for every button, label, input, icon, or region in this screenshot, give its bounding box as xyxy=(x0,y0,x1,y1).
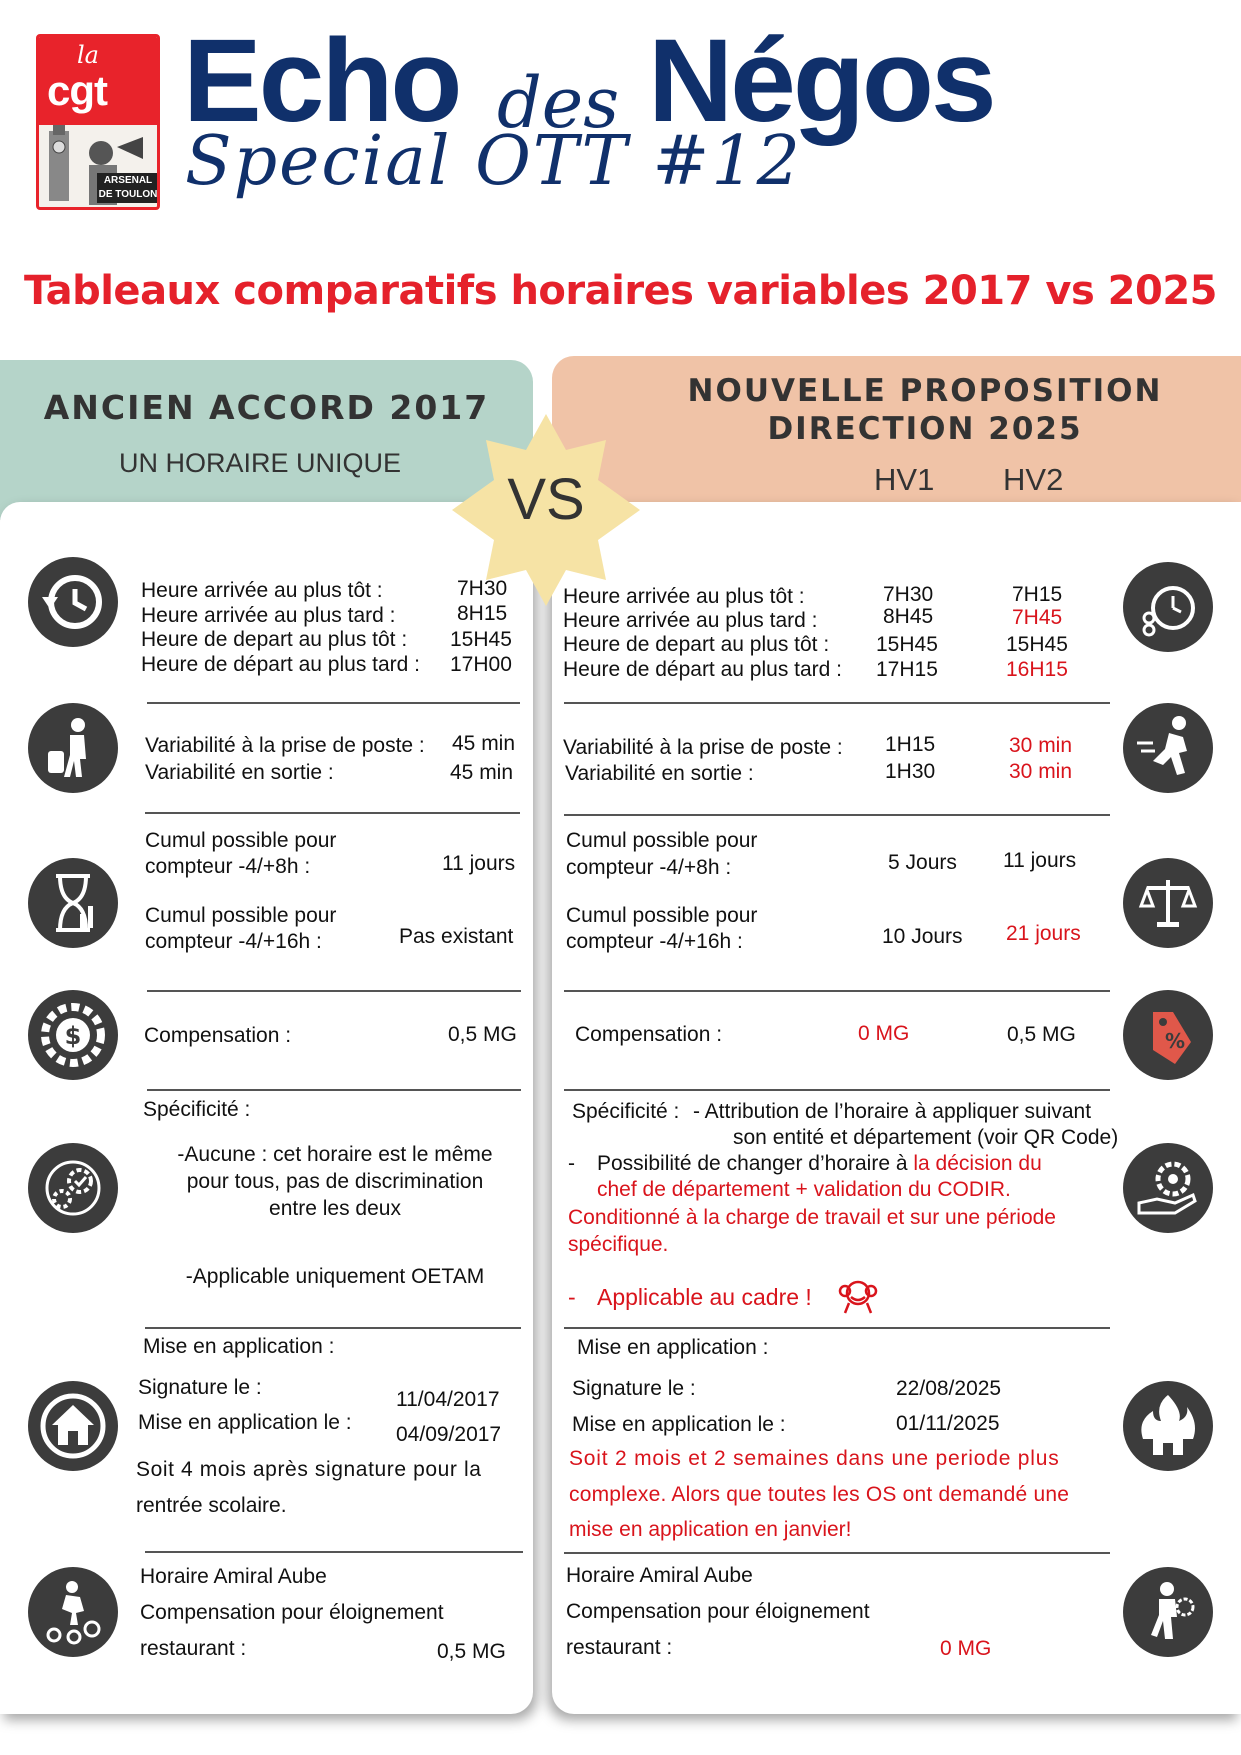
left-hour-label-4: Heure de départ au plus tard : xyxy=(141,653,421,676)
right-specificity-line2: son entité et département (voir QR Code) xyxy=(733,1126,1119,1149)
hv1-header: HV1 xyxy=(874,462,935,497)
left-divider-2 xyxy=(145,812,520,814)
right-hour-label-2: Heure arrivée au plus tard : xyxy=(563,609,818,632)
masthead-negos: Négos xyxy=(648,15,994,147)
left-application-label: Mise en application : xyxy=(143,1335,335,1358)
right-cumul-label-2b: compteur -4/+16h : xyxy=(566,930,743,953)
right-var-hv1-1: 1H15 xyxy=(885,733,936,756)
left-cumul-value-1: 11 jours xyxy=(442,852,516,875)
right-start-date: 01/11/2025 xyxy=(896,1412,1000,1435)
cgt-logo xyxy=(36,34,160,210)
right-application-note-3: mise en application en janvier! xyxy=(569,1518,852,1541)
right-hour-hv2-2: 7H45 xyxy=(1012,606,1063,629)
dollar-gear-icon xyxy=(28,990,118,1080)
left-hour-value-2: 8H15 xyxy=(457,602,508,625)
right-specificity-line6: spécifique. xyxy=(568,1233,669,1256)
right-start-label: Mise en application le : xyxy=(572,1413,786,1436)
logo-toulon: DE TOULON xyxy=(97,187,159,203)
right-compensation-hv2: 0,5 MG xyxy=(1007,1023,1076,1046)
right-divider-2 xyxy=(564,814,1110,816)
right-specificity-line5: Conditionné à la charge de travail et sur une période xyxy=(568,1206,1056,1229)
left-start-label: Mise en application le : xyxy=(138,1411,352,1434)
left-hour-label-3: Heure de depart au plus tôt : xyxy=(141,628,408,651)
right-title xyxy=(600,372,1241,448)
left-cumul-label-2a: Cumul possible pour xyxy=(145,904,337,927)
right-amiral-line1: Horaire Amiral Aube xyxy=(566,1564,753,1587)
right-var-label-1: Variabilité à la prise de poste : xyxy=(563,736,843,759)
right-application-label: Mise en application : xyxy=(577,1336,769,1359)
left-hour-value-3: 15H45 xyxy=(450,628,512,651)
right-cumul-hv2-2: 21 jours xyxy=(1006,922,1081,945)
right-amiral-line3: restaurant : xyxy=(566,1636,673,1659)
right-divider-6 xyxy=(564,1552,1110,1554)
right-var-hv2-2: 30 min xyxy=(1009,760,1073,783)
left-amiral-line3: restaurant : xyxy=(140,1637,247,1660)
logo-arsenal: ARSENAL xyxy=(97,173,159,189)
right-signature-label: Signature le : xyxy=(572,1377,696,1400)
percent-tag-icon xyxy=(1123,990,1213,1080)
left-signature-date: 11/04/2017 xyxy=(396,1388,500,1411)
left-title: ANCIEN ACCORD 2017 xyxy=(43,388,490,427)
right-cumul-label-1a: Cumul possible pour xyxy=(566,829,758,852)
right-specificity-line3b: la décision du xyxy=(913,1152,1042,1175)
left-var-label-2: Variabilité en sortie : xyxy=(145,761,334,784)
left-cumul-label-1a: Cumul possible pour xyxy=(145,829,337,852)
left-hour-value-4: 17H00 xyxy=(450,653,512,676)
left-specificity-line3: entre les deux xyxy=(269,1197,401,1220)
right-signature-date: 22/08/2025 xyxy=(896,1377,1002,1400)
masthead-des: des xyxy=(497,62,620,144)
left-var-value-1: 45 min xyxy=(452,732,516,755)
history-clock-icon xyxy=(28,557,118,647)
monkey-emoji-icon xyxy=(837,1277,879,1315)
right-amiral-value: 0 MG xyxy=(940,1637,992,1660)
left-divider-6 xyxy=(145,1551,523,1553)
left-hour-value-1: 7H30 xyxy=(457,577,508,600)
left-hour-label-2: Heure arrivée au plus tard : xyxy=(141,604,396,627)
right-var-label-2: Variabilité en sortie : xyxy=(565,762,754,785)
left-cumul-value-2: Pas existant xyxy=(399,925,514,948)
svg-text:%: % xyxy=(1164,1029,1186,1053)
left-amiral-value: 0,5 MG xyxy=(437,1640,506,1663)
right-compensation-hv1: 0 MG xyxy=(858,1022,910,1045)
left-start-date: 04/09/2017 xyxy=(396,1423,502,1446)
left-divider-4 xyxy=(147,1089,521,1091)
right-hour-hv1-3: 15H45 xyxy=(876,633,938,656)
right-specificity-line3 xyxy=(597,1152,1042,1176)
right-compensation-label: Compensation : xyxy=(575,1023,723,1046)
left-amiral-line1: Horaire Amiral Aube xyxy=(140,1565,327,1588)
left-specificity-text xyxy=(130,1141,540,1222)
right-hour-hv2-3: 15H45 xyxy=(1006,633,1068,656)
masthead-special: Special OTT #12 xyxy=(185,122,802,201)
left-amiral-line2: Compensation pour éloignement xyxy=(140,1601,444,1624)
right-cumul-label-1b: compteur -4/+8h : xyxy=(566,856,732,879)
right-divider-1 xyxy=(564,702,1110,704)
left-subtitle: UN HORAIRE UNIQUE xyxy=(118,448,402,478)
left-hour-label-1: Heure arrivée au plus tôt : xyxy=(141,579,383,602)
right-hour-hv1-1: 7H30 xyxy=(883,583,934,606)
hand-gear-icon xyxy=(1123,1143,1213,1233)
left-var-label-1: Variabilité à la prise de poste : xyxy=(145,734,425,757)
balance-scale-icon xyxy=(1123,858,1213,948)
right-hour-label-1: Heure arrivée au plus tôt : xyxy=(563,585,805,608)
right-specificity-label: Spécificité : xyxy=(572,1100,680,1123)
left-specificity-oetam: -Applicable uniquement OETAM xyxy=(185,1265,485,1288)
left-cumul-label-1b: compteur -4/+8h : xyxy=(145,855,311,878)
right-hour-label-4: Heure de départ au plus tard : xyxy=(563,658,843,681)
logo-la: la xyxy=(77,41,99,69)
right-specificity-line4: chef de département + validation du CODIR. xyxy=(597,1178,1011,1201)
person-gear-icon xyxy=(1123,1567,1213,1657)
right-divider-5 xyxy=(564,1327,1110,1329)
left-cumul-label-2b: compteur -4/+16h : xyxy=(145,930,322,953)
masthead-echo: Echo xyxy=(183,15,460,147)
left-compensation-label: Compensation : xyxy=(144,1024,292,1047)
runner-gears-icon xyxy=(28,1567,118,1657)
hourglass-chart-icon xyxy=(28,858,118,948)
gears-check-icon xyxy=(28,1143,118,1233)
right-amiral-line2: Compensation pour éloignement xyxy=(566,1600,870,1623)
traveler-icon xyxy=(28,703,118,793)
right-hour-hv2-1: 7H15 xyxy=(1012,583,1063,606)
page-headline: Tableaux comparatifs horaires variables 2017 vs 2025 xyxy=(23,268,1218,314)
left-specificity-label: Spécificité : xyxy=(143,1098,251,1121)
left-var-value-2: 45 min xyxy=(450,761,514,784)
left-specificity-line1: -Aucune : cet horaire est le même xyxy=(177,1143,493,1166)
right-cumul-hv1-1: 5 Jours xyxy=(888,851,957,874)
house-fire-icon xyxy=(1123,1381,1213,1471)
left-application-note-1: Soit 4 mois après signature pour la xyxy=(136,1458,482,1481)
right-specificity-dash: - xyxy=(568,1152,575,1175)
left-card xyxy=(0,502,533,1714)
right-specificity-cadre: Applicable au cadre ! xyxy=(597,1284,812,1310)
left-divider-5 xyxy=(145,1327,521,1329)
right-var-hv2-1: 30 min xyxy=(1009,734,1073,757)
right-var-hv1-2: 1H30 xyxy=(885,760,936,783)
right-specificity-dash2: - xyxy=(568,1284,576,1310)
right-hour-label-3: Heure de depart au plus tôt : xyxy=(563,633,830,656)
running-man-icon xyxy=(1123,703,1213,793)
right-hour-hv1-4: 17H15 xyxy=(876,658,938,681)
hv2-header: HV2 xyxy=(1003,462,1064,497)
right-title-line2: DIRECTION 2025 xyxy=(767,411,1083,447)
right-specificity-line3a: Possibilité de changer d’horaire à xyxy=(597,1152,914,1175)
right-cumul-hv2-1: 11 jours xyxy=(1003,849,1077,872)
right-divider-3 xyxy=(564,990,1110,992)
logo-cgt: cgt xyxy=(47,67,107,114)
left-application-note-2: rentrée scolaire. xyxy=(136,1494,287,1517)
right-cumul-label-2a: Cumul possible pour xyxy=(566,904,758,927)
right-hour-hv1-2: 8H45 xyxy=(883,605,934,628)
right-application-note-1: Soit 2 mois et 2 semaines dans une periode plus xyxy=(569,1447,1060,1470)
stopwatch-cut-icon xyxy=(1123,562,1213,652)
home-icon xyxy=(28,1381,118,1471)
right-divider-4 xyxy=(564,1089,1110,1091)
left-divider-3 xyxy=(147,990,521,992)
left-signature-label: Signature le : xyxy=(138,1376,262,1399)
left-compensation-value: 0,5 MG xyxy=(448,1023,517,1046)
svg-text:$: $ xyxy=(64,1022,82,1050)
right-application-note-2: complexe. Alors que toutes les OS ont demandé une xyxy=(569,1483,1070,1506)
left-divider-1 xyxy=(147,702,520,704)
right-hour-hv2-4: 16H15 xyxy=(1006,658,1068,681)
left-specificity-line2: pour tous, pas de discrimination xyxy=(186,1170,484,1193)
right-specificity-line1: - Attribution de l’horaire à appliquer suivant xyxy=(693,1100,1092,1123)
vs-label: VS xyxy=(507,467,585,532)
right-cumul-hv1-2: 10 Jours xyxy=(882,925,963,948)
right-title-line1: NOUVELLE PROPOSITION xyxy=(687,373,1163,409)
